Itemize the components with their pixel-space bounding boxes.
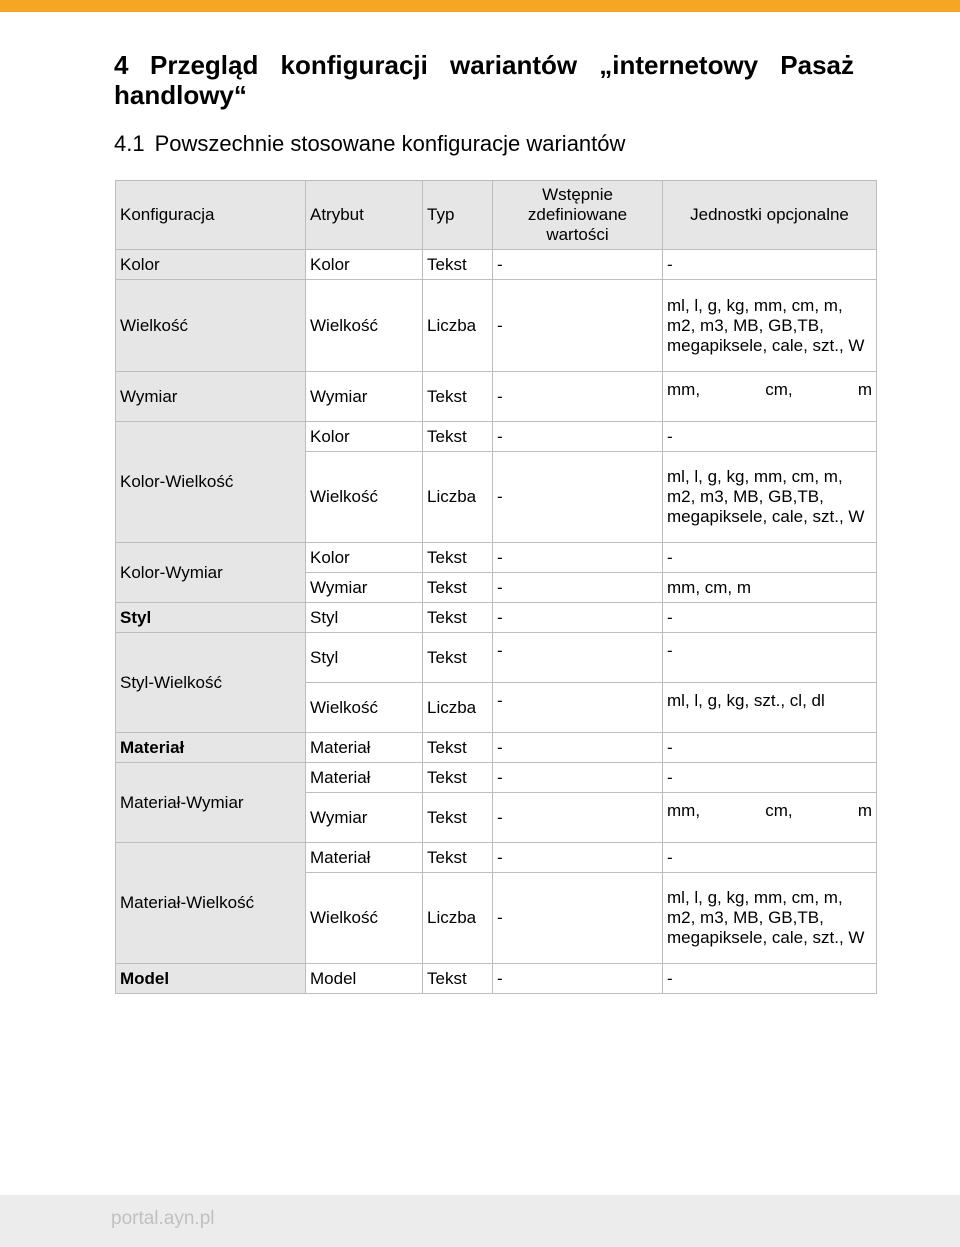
header-optional-units: Jednostki opcjonalne xyxy=(663,181,877,250)
type-cell: Liczba xyxy=(423,873,493,964)
attribute-cell: Materiał xyxy=(306,843,423,873)
units-cell: ml, l, g, kg, mm, cm, m, m2, m3, MB, GB,TB, megapiksele, cale, szt., W xyxy=(663,873,877,964)
values-cell: - xyxy=(493,280,663,372)
units-cell: - xyxy=(663,964,877,994)
units-cell: ml, l, g, kg, szt., cl, dl xyxy=(663,683,877,733)
table-row xyxy=(116,964,877,994)
values-cell: - xyxy=(493,843,663,873)
type-cell: Liczba xyxy=(423,452,493,543)
units-cell: - xyxy=(663,543,877,573)
subsection-heading xyxy=(114,130,625,158)
table-row xyxy=(116,763,877,793)
values-cell: - xyxy=(493,250,663,280)
units-cell: ml, l, g, kg, mm, cm, m, m2, m3, MB, GB,TB, megapiksele, cale, szt., W xyxy=(663,452,877,543)
type-cell: Tekst xyxy=(423,250,493,280)
config-cell: Kolor-Wielkość xyxy=(116,422,306,543)
attribute-cell: Kolor xyxy=(306,422,423,452)
attribute-cell: Kolor xyxy=(306,250,423,280)
table-row xyxy=(116,733,877,763)
units-cell: - xyxy=(663,843,877,873)
top-accent-bar xyxy=(0,0,960,12)
subsection-number: 4.1 xyxy=(114,131,145,156)
values-cell: - xyxy=(493,603,663,633)
attribute-cell: Model xyxy=(306,964,423,994)
config-cell: Styl-Wielkość xyxy=(116,633,306,733)
values-cell: - xyxy=(493,633,663,683)
units-cell: - xyxy=(663,733,877,763)
values-cell: - xyxy=(493,873,663,964)
attribute-cell: Wielkość xyxy=(306,452,423,543)
table-header-row xyxy=(116,181,877,250)
table-row xyxy=(116,372,877,422)
values-cell: - xyxy=(493,573,663,603)
table-row xyxy=(116,603,877,633)
type-cell: Tekst xyxy=(423,633,493,683)
config-cell: Materiał xyxy=(116,733,306,763)
type-cell: Tekst xyxy=(423,763,493,793)
values-cell: - xyxy=(493,452,663,543)
type-cell: Tekst xyxy=(423,372,493,422)
type-cell: Tekst xyxy=(423,964,493,994)
table-row xyxy=(116,843,877,873)
attribute-cell: Wielkość xyxy=(306,873,423,964)
config-cell: Kolor-Wymiar xyxy=(116,543,306,603)
header-typ: Typ xyxy=(423,181,493,250)
values-cell: - xyxy=(493,372,663,422)
type-cell: Tekst xyxy=(423,573,493,603)
type-cell: Tekst xyxy=(423,733,493,763)
header-atrybut: Atrybut xyxy=(306,181,423,250)
values-cell: - xyxy=(493,422,663,452)
attribute-cell: Materiał xyxy=(306,733,423,763)
header-predefined-values: Wstępnie zdefiniowane wartości xyxy=(493,181,663,250)
values-cell: - xyxy=(493,763,663,793)
units-cell: mm, cm, m xyxy=(663,372,877,422)
values-cell: - xyxy=(493,733,663,763)
units-cell: - xyxy=(663,250,877,280)
values-cell: - xyxy=(493,683,663,733)
variant-config-table xyxy=(115,180,877,994)
config-cell: Styl xyxy=(116,603,306,633)
attribute-cell: Wymiar xyxy=(306,573,423,603)
table-row xyxy=(116,422,877,452)
table-row xyxy=(116,633,877,683)
config-cell: Wielkość xyxy=(116,280,306,372)
table-row xyxy=(116,250,877,280)
values-cell: - xyxy=(493,793,663,843)
values-cell: - xyxy=(493,964,663,994)
units-cell: - xyxy=(663,422,877,452)
subsection-title: Powszechnie stosowane konfiguracje wariantów xyxy=(154,131,626,156)
section-number: 4 xyxy=(114,50,129,80)
type-cell: Tekst xyxy=(423,543,493,573)
config-cell: Materiał-Wielkość xyxy=(116,843,306,964)
table-row xyxy=(116,543,877,573)
type-cell: Liczba xyxy=(423,683,493,733)
config-cell: Wymiar xyxy=(116,372,306,422)
config-cell: Model xyxy=(116,964,306,994)
units-cell: - xyxy=(663,763,877,793)
footer-site-link[interactable]: portal.ayn.pl xyxy=(111,1208,215,1229)
units-cell: mm, cm, m xyxy=(663,573,877,603)
type-cell: Tekst xyxy=(423,603,493,633)
attribute-cell: Wymiar xyxy=(306,793,423,843)
units-cell: ml, l, g, kg, mm, cm, m, m2, m3, MB, GB,TB, megapiksele, cale, szt., W xyxy=(663,280,877,372)
units-cell: mm, cm, m xyxy=(663,793,877,843)
attribute-cell: Wielkość xyxy=(306,280,423,372)
units-cell: - xyxy=(663,603,877,633)
section-title: Przegląd konfiguracji wariantów „internetowy Pasaż handlowy“ xyxy=(114,50,854,110)
attribute-cell: Wielkość xyxy=(306,683,423,733)
type-cell: Tekst xyxy=(423,793,493,843)
section-heading xyxy=(114,50,854,110)
type-cell: Tekst xyxy=(423,843,493,873)
config-cell: Kolor xyxy=(116,250,306,280)
type-cell: Tekst xyxy=(423,422,493,452)
header-konfiguracja: Konfiguracja xyxy=(116,181,306,250)
units-cell: - xyxy=(663,633,877,683)
type-cell: Liczba xyxy=(423,280,493,372)
values-cell: - xyxy=(493,543,663,573)
config-cell: Materiał-Wymiar xyxy=(116,763,306,843)
attribute-cell: Materiał xyxy=(306,763,423,793)
attribute-cell: Styl xyxy=(306,603,423,633)
table-row xyxy=(116,280,877,372)
attribute-cell: Kolor xyxy=(306,543,423,573)
attribute-cell: Styl xyxy=(306,633,423,683)
attribute-cell: Wymiar xyxy=(306,372,423,422)
